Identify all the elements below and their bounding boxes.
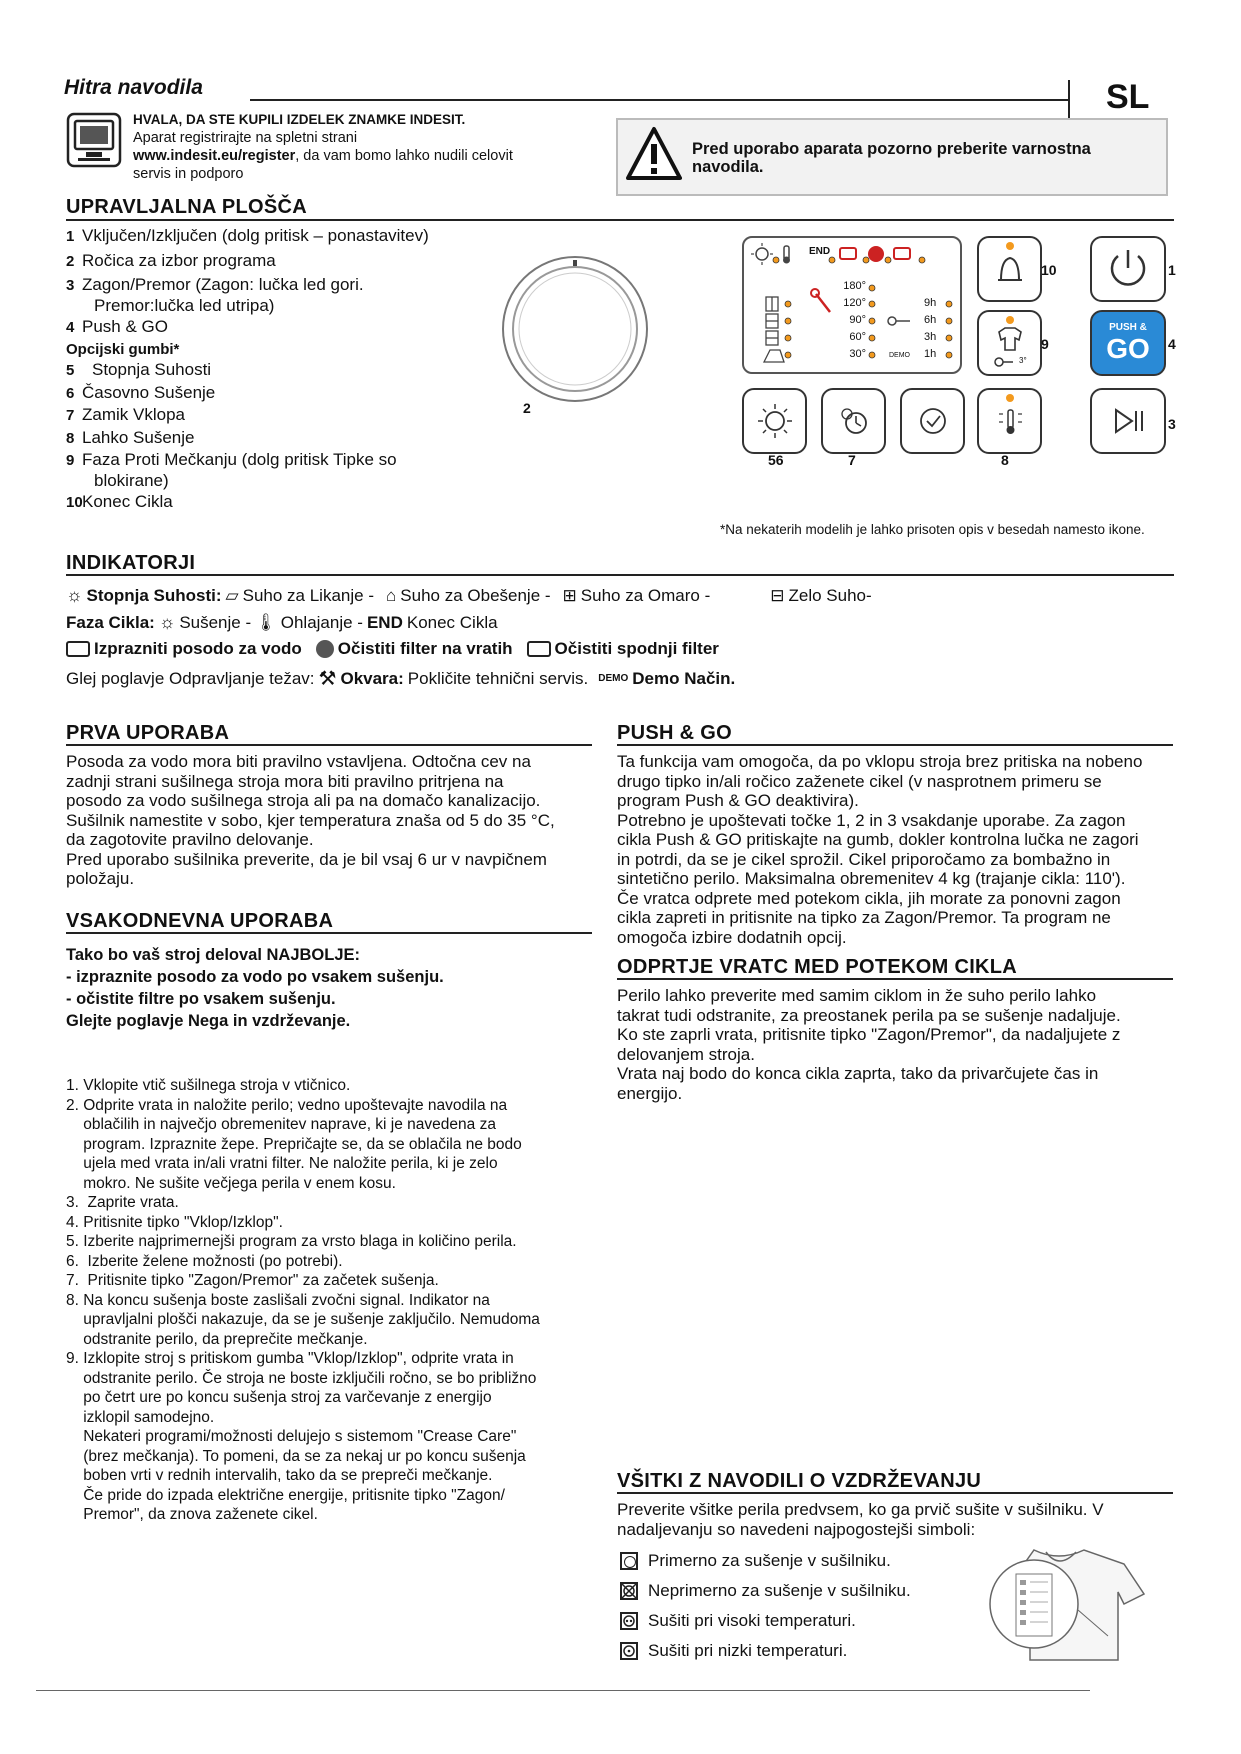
callout-8: 8: [1001, 452, 1009, 468]
cp-item-9: 9 Faza Proti Mečkanju (dolg pritisk Tipke so: [66, 450, 397, 469]
cooling-thermometer-icon: 🌡: [255, 612, 277, 632]
troubleshoot-row: [66, 666, 735, 691]
control-panel-rule: [66, 219, 1174, 221]
care-labels-title: VŠITKI Z NAVODILI O VZDRŽEVANJU: [617, 1470, 982, 1492]
daily-use-title: VSAKODNEVNA UPORABA: [66, 910, 334, 932]
language-code: SL: [1106, 78, 1150, 116]
demo-tag: DEMO: [598, 673, 629, 684]
tshirt-care-label-illustration: [984, 1530, 1164, 1670]
cp-item-2: 2 Ročica za izbor programa: [66, 250, 276, 270]
cp-item-1: 1 Vključen/Izklјučen (dolg pritisk – ponastavitev): [66, 226, 429, 245]
control-panel-title: UPRAVLJALNA PLOŠČA: [66, 196, 307, 218]
footer-rule: [36, 1690, 1090, 1691]
cp-item-3: 3 Zagon/Premor (Zagon: lučka led gori.: [66, 275, 364, 294]
daily-use-steps: 1. Vklopite vtič sušilnega stroja v vtičnico. 2. Odprite vrata in naložite perilo; vedno upoštevajte navodila na oblačilih in največjo obremenitev naprave, ki je navedena za program. Izpraznite žepe. Prepričajte se, da se oblačila ne bodo ujela med vrata in/ali vratni filter. Ne naložite perila, ki je zelo mokro. Ne sušite večjega perila v enem kosu. 3. Zaprite vrata. 4. Pritisnite tipko "Vklop/Izklop". 5. Izberite najprimernejši program za vrsto blaga in količino perila. 6. Izberite želene možnosti (po potrebi). 7. Pritisnite tipko "Zagon/Premor" za začetek sušenja. 8. Na koncu sušenja boste zaslišali zvočni signal. Indikator na upravljalni plošči nakazuje, da se je sušenje zaključilo. Nemudoma odstranite perilo, da preprečite mečkanje. 9. Izklopite stroj s pritiskom gumba "Vklop/Izklop", odprite vrata in odstranite perilo. Če stroja ne boste izključili ročno, se bo približno po četrt ure po koncu sušenja stroj za varčevanje z energijo izklopil samodejno. Nekateri programi/možnosti delujejo s sistemom "Crease Care" (brez mečkanja). To pomeni, da se za nekaj ur po koncu sušenja boben vrti v rednih intervalih, tako da se prepreči mečkanje. Če pride do izpada električne energije, pritisnite tipko "Zagon/ Premor", da znova zaženete cikel.: [66, 1077, 540, 1523]
door-filter-icon: [316, 640, 334, 658]
dryness-extra-text: Zelo Suho-: [788, 585, 872, 605]
safety-warning-box: [616, 118, 1168, 196]
cp-item-3-cont: Premor:lučka led utripa): [94, 295, 275, 315]
dryness-level-button[interactable]: [742, 388, 807, 454]
cp-item-9-cont: blokirane): [94, 470, 169, 490]
push-go-top-label: PUSH &: [1109, 322, 1147, 333]
tumble-dry-high-icon: [620, 1612, 638, 1630]
cp-item-10: 10Konec Cikla: [66, 492, 173, 511]
register-line-1: Aparat registrirajte na spletni strani: [133, 130, 358, 146]
warning-text: Pred uporabo aparata pozorno preberite varnostna navodila.: [692, 140, 1091, 176]
display-panel: [742, 236, 962, 374]
cycle-drying-text: Sušenje -: [179, 612, 252, 632]
indicators-title: INDIKATORJI: [66, 552, 196, 574]
register-line-2-rest: , da vam bomo lahko nudili celovit: [295, 148, 513, 164]
open-door-rule: [617, 978, 1173, 980]
footnote: *Na nekaterih modelih je lahko prisoten opis v besedah namesto ikone.: [720, 522, 1145, 537]
dryness-iron-text: Suho za Likanje -: [242, 585, 374, 605]
register-monitor-icon: [66, 112, 122, 168]
first-use-title: PRVA UPORABA: [66, 722, 230, 744]
program-knob: [500, 254, 650, 404]
cycle-cooling-text: Ohlajanje -: [280, 612, 363, 632]
end-cycle-button[interactable]: [977, 236, 1042, 302]
hang-dry-icon: ⌂: [386, 585, 397, 605]
register-url[interactable]: www.indesit.eu/register: [133, 148, 296, 164]
cycle-indicator-row: [66, 612, 498, 633]
cp-item-4: 4 Push & GO: [66, 317, 168, 336]
cp-item-8: 8 Lahko Sušenje: [66, 427, 195, 447]
clean-bottom-filter-text: Očistiti spodnji filter: [554, 639, 719, 658]
care-labels-rule: [617, 1492, 1173, 1494]
callout-10: 10: [1041, 262, 1057, 278]
push-and-go-button[interactable]: [1090, 310, 1166, 376]
page-title: Hitra navodila: [64, 76, 203, 99]
cycle-end-tag: END: [366, 612, 403, 632]
display-demo-label: DEMO: [889, 352, 910, 359]
dryness-indicator-row: [66, 585, 872, 606]
care-row-low-temp: Sušiti pri nizki temperaturi.: [620, 1636, 950, 1666]
cp-item-7: 7 Zamik Vklopa: [66, 405, 185, 424]
push-go-title: PUSH & GO: [617, 722, 732, 744]
thanks-text: HVALA, DA STE KUPILI IZDELEK ZNAMKE INDESIT.: [133, 112, 466, 127]
daily-use-rule: [66, 932, 592, 934]
demo-mode-text: Demo Način.: [632, 668, 736, 688]
care-row-high-temp: Sušiti pri visoki temperaturi.: [620, 1606, 950, 1636]
care-row-tumble-dry: Primerno za sušenje v sušilniku.: [620, 1546, 950, 1576]
timed-drying-button[interactable]: [821, 388, 886, 454]
fault-label: Okvara:: [340, 668, 404, 688]
display-end-label: END: [809, 246, 831, 257]
header-rule: [250, 99, 1070, 101]
bottom-filter-icon: [527, 641, 551, 657]
tumble-dry-low-icon: [620, 1642, 638, 1660]
care-symbols-list: [620, 1546, 950, 1666]
open-door-body: Perilo lahko preverite med samim ciklom in že suho perilo lahko takrat tudi odstranite, za preostanek perila pa se sušenje nadaljuje. Ko ste zaprli vrata, pritisnite tipko "Zagon/Premor", da nadaljujete z delovanjem stroja. Vrata naj bodo do konca cikla zaprta, tako da privarčujete čas in energijo.: [617, 986, 1121, 1103]
start-pause-button[interactable]: [1090, 388, 1166, 454]
open-door-title: ODPRTJE VRATC MED POTEKOM CIKLA: [617, 956, 1018, 978]
header-divider: [1068, 80, 1070, 120]
cycle-label: Faza Cikla:: [66, 612, 155, 632]
callout-3: 3: [1168, 416, 1176, 432]
anti-crease-temp: 3°: [1019, 356, 1027, 365]
knob-callout-2: 2: [523, 400, 531, 416]
wrench-icon: ⚒: [318, 668, 337, 690]
care-labels-intro: Preverite všitke perila predvsem, ko ga prvič sušite v sušilniku. V nadaljevanju so navedeni najpogostejši simboli:: [617, 1500, 1104, 1539]
callout-4: 4: [1168, 336, 1176, 352]
power-button[interactable]: [1090, 236, 1166, 302]
iron-dry-icon: ⏥: [225, 585, 239, 605]
anti-crease-button[interactable]: [977, 310, 1042, 376]
dryness-hang-text: Suho za Obešenje -: [400, 585, 551, 605]
control-panel-list: [66, 226, 506, 513]
delay-start-button[interactable]: [900, 388, 965, 454]
empty-water-text: Izprazniti posodo za vodo: [94, 639, 302, 658]
warning-triangle-icon: [626, 126, 682, 182]
register-line-2: [133, 147, 603, 165]
cupboard-dry-icon: ⊞: [562, 585, 577, 605]
callout-56: 56: [768, 452, 784, 468]
no-tumble-dry-icon: [620, 1582, 638, 1600]
first-use-body: Posoda za vodo mora biti pravilno vstavljena. Odtočna cev na zadnji strani sušilnega stroja mora biti pravilno pritrjena na posodo za vodo sušilnega stroja ali pa na domačo kanalizacijo. Sušilnik namestite v sobo, kjer temperatura znaša od 5 do 35 °C, da zagotovite pravilno delovanje. Pred uporabo sušilnika preverite, da je bil vsaj 6 ur v navpičnem položaju.: [66, 752, 555, 888]
hours-column: 9h 6h 3h 1h: [924, 297, 937, 360]
register-block: [133, 111, 603, 183]
water-container-icon: [66, 641, 90, 657]
dryness-sun-icon: ☼: [66, 585, 83, 605]
care-row-no-tumble-dry: Neprimerno za sušenje v sušilniku.: [620, 1576, 950, 1606]
cp-item-5: 5 Stopnja Suhosti: [66, 360, 212, 379]
first-use-rule: [66, 744, 592, 746]
extra-dry-icon: ⊟: [770, 585, 785, 605]
cp-item-6: 6 Časovno Sušenje: [66, 382, 216, 402]
push-go-main-label: GO: [1106, 333, 1150, 364]
callout-7: 7: [848, 452, 856, 468]
maintenance-indicator-row: [66, 639, 719, 659]
dryness-cupboard-text: Suho za Omaro -: [580, 585, 711, 605]
optional-buttons-label: Opcijski gumbi*: [66, 340, 180, 358]
callout-9: 9: [1041, 336, 1049, 352]
easy-dry-button[interactable]: [977, 388, 1042, 454]
tumble-dry-icon: [620, 1552, 638, 1570]
indicators-rule: [66, 574, 1174, 576]
daily-use-tips: Tako bo vaš stroj deloval NAJBOLJE: - izpraznite posodo za vodo po vsakem sušenju. - očistite filtre po vsakem sušenju. Glejte poglavje Nega in vzdrževanje.: [66, 946, 444, 1030]
dryness-label: Stopnja Suhosti:: [86, 585, 222, 605]
push-go-body: Ta funkcija vam omogoča, da po vklopu stroja brez pritiska na nobeno drugo tipko in/ali ročico zaženete cikel (v nasprotnem primeru se program Push & GO deaktivira). Potrebno je upoštevati točke 1, 2 in 3 vsakdanje uporabe. Za zagon cikla Push & GO pritiskajte na gumb, dokler kontrolna lučka ne zagori in potrdi, da se je cikel sprožil. Cikel priporočamo za bombažno in sintetično perilo. Maksimalna obremenitev 4 kg (trajanje cikla: 110'). Če vratca odprete med potekom cikla, jih morate za ponovni zagon cikla zapreti in pritisnite na tipko za Zagon/Premor. Ta program ne omogoča izbire dodatnih opcij.: [617, 752, 1143, 947]
clean-door-filter-text: Očistiti filter na vratih: [337, 639, 513, 658]
register-line-3: servis in podporo: [133, 166, 244, 182]
callout-1: 1: [1168, 262, 1176, 278]
troubleshoot-text: Glej poglavje Odpravljanje težav:: [66, 668, 315, 688]
fault-text: Pokličite tehnični servis.: [407, 668, 589, 688]
drying-sun-icon: ☼: [158, 612, 176, 632]
push-go-rule: [617, 744, 1173, 746]
temperature-column: 180° 120° 90° 60° 30°: [843, 280, 866, 360]
cycle-end-text: Konec Cikla: [406, 612, 498, 632]
